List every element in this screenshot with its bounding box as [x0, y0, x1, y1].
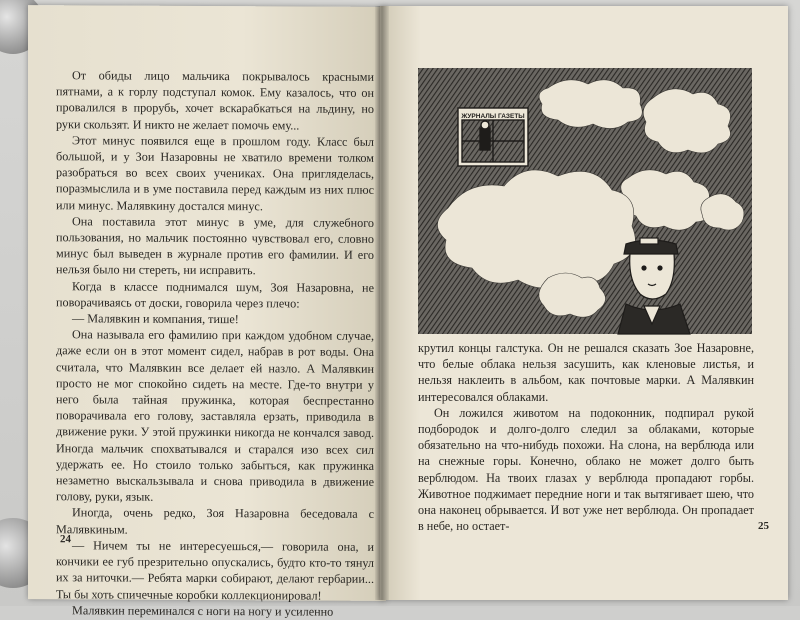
left-page — [28, 5, 386, 619]
right-page-text — [418, 340, 754, 534]
cloud — [539, 273, 606, 317]
paragraph: Когда в классе поднимался шум, Зоя Назаровна, не поворачиваясь от доски, говорила через плечо: — [56, 278, 374, 311]
page-number: 24 — [60, 533, 71, 546]
paragraph: Иногда, очень редко, Зоя Назаровна беседовала с Малявкиным. — [56, 505, 374, 537]
paragraph: крутил концы галстука. Он не решался сказать Зое Назаровне, что белые облака нельзя засушить, как кленовые листья, и нельзя наклеить в альбом, как почтовые марки. А Малявкин интересовался облаками. — [418, 341, 754, 404]
left-page-text — [56, 67, 374, 620]
kiosk-sign: ЖУРНАЛЫ ГАЗЕТЫ — [461, 113, 525, 120]
paragraph: Малявкин переминался с ноги на ногу и усиленно — [72, 602, 334, 619]
page-number: 25 — [758, 520, 769, 532]
paragraph: Этот минус появился еще в прошлом году. Класс был большой, и у Зои Назаровны не хватило времени толком разобраться во всех своих учениках. Она пригляделась, поразмыслила и в уме поставила перед каждым из них плюс или минус. Малявкину достался минус. — [56, 133, 374, 213]
paragraph: Она поставила этот минус в уме, для служебного пользования, но мальчик постоянно чувствовал его, словно минус был выведен в журнале против его фамилии. И его нельзя было ни стереть, ни исправить. — [56, 214, 374, 278]
open-book — [28, 6, 788, 619]
paragraph: — Малявкин и компания, тише! — [72, 311, 239, 327]
paragraph: Он ложился животом на подоконник, подпирал рукой подбородок и долго-долго следил за облаками, которые обязательно на что-нибудь похожи. На слона, на верблюда или на снежные горы. Конечно, облако не может долго быть верблюдом. На твоих глазах у верблюда пропадают горбы. Животное поджимает передние ноги и так вытягивает шею, что она наконец обрывается. И вот уже нет верблюда. Он пропадает в небе, но остает- — [418, 405, 754, 534]
book-gutter — [375, 6, 389, 600]
paragraph: Она называла его фамилию при каждом удобном случае, даже если он в этот момент сидел, набрав в рот воды. Она считала, что Малявкин все делает ей назло. А Малявкин просто не мог спокойно сидеть на месте. Где-то внутри у него была тайная пружинка, которая беспрестанно поворачивала его голову, заставляла ерзать, приводила в движение руки. У этой пружинки никогда не кончался завод. Иногда мальчик спохватывался и старался изо всех сил удержать ее. Но стоило только забыться, как пружинка незаметно выскальзывала и снова приводила в движение голову, руки, язык. — [56, 327, 374, 504]
paragraph: — Ничем ты не интересуешься,— говорила она, и кончики ее губ презрительно опускались, будто кто-то тянул их за ниточки.— Ребята марки собирают, делают гербарии... Ты бы хоть спичечные коробки коллекционировал! — [56, 538, 374, 603]
right-page — [380, 6, 788, 600]
paragraph: От обиды лицо мальчика покрывалось красными пятнами, а к горлу подступал комок. Ему казалось, что он провалился в прорубь, хочет вскарабкаться на льдину, но руки скользят. И никто не желает помочь ему... — [56, 68, 374, 133]
illustration — [418, 68, 752, 334]
